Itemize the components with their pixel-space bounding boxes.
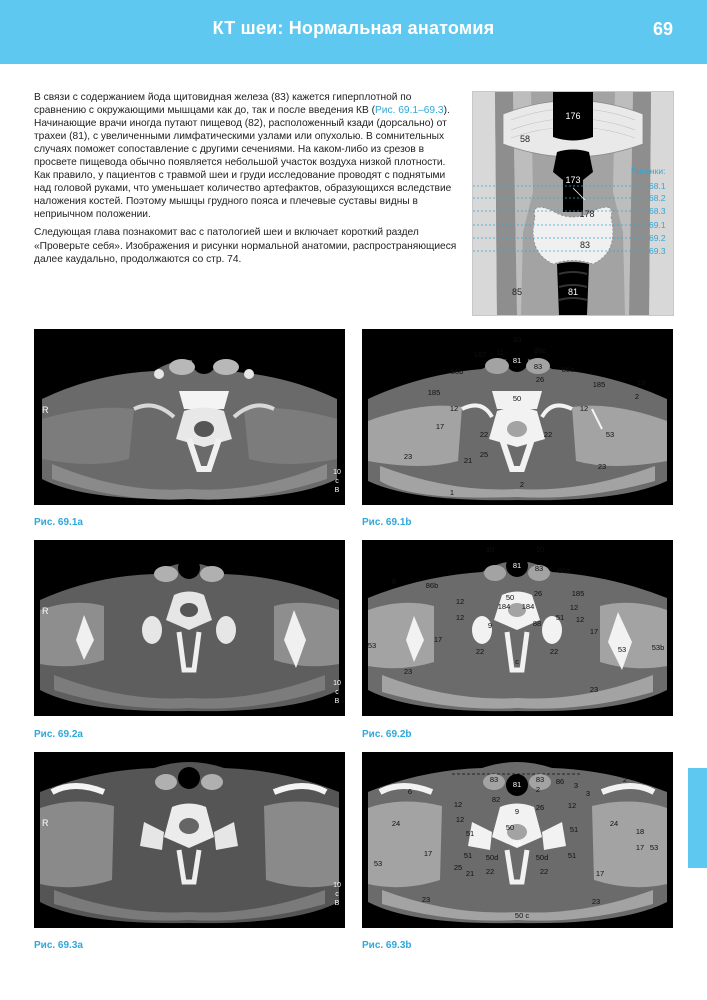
- side-marker: R: [42, 405, 49, 415]
- corner-text-1: 10: [333, 882, 341, 889]
- svg-text:51: 51: [555, 613, 565, 622]
- svg-text:53: 53: [373, 859, 383, 868]
- page-number: 69: [652, 19, 673, 39]
- svg-text:21: 21: [465, 869, 475, 878]
- svg-text:50d: 50d: [535, 853, 549, 862]
- svg-text:83: 83: [489, 775, 499, 784]
- svg-text:12: 12: [575, 615, 585, 624]
- svg-text:23: 23: [421, 895, 431, 904]
- diagram-label-85: 85: [511, 287, 523, 297]
- page-header: [0, 0, 707, 64]
- diagram-level-69-3: 69.3: [649, 246, 666, 256]
- diagram-legend-title: Рисунки:: [631, 166, 666, 176]
- diagram-label-178: 178: [579, 209, 595, 219]
- ct-scan-69-3a: [34, 752, 345, 928]
- svg-text:86c: 86c: [533, 346, 547, 355]
- svg-text:17: 17: [433, 635, 443, 644]
- svg-text:2: 2: [535, 785, 541, 794]
- svg-text:10: 10: [485, 545, 495, 554]
- svg-text:10: 10: [535, 545, 545, 554]
- svg-text:23: 23: [591, 897, 601, 906]
- svg-text:51: 51: [465, 829, 475, 838]
- diagram-label-176: 176: [565, 111, 581, 121]
- svg-text:22: 22: [539, 867, 549, 876]
- svg-text:2: 2: [519, 480, 525, 489]
- svg-text:53: 53: [367, 641, 377, 650]
- caption-69-1a: Рис. 69.1a: [34, 517, 83, 528]
- svg-text:185: 185: [571, 589, 585, 598]
- svg-text:12: 12: [455, 815, 465, 824]
- svg-text:86: 86: [555, 777, 565, 786]
- svg-text:50: 50: [505, 823, 515, 832]
- corner-text-3: B: [334, 900, 340, 907]
- svg-text:12: 12: [453, 800, 463, 809]
- svg-text:22: 22: [543, 430, 553, 439]
- svg-text:9: 9: [514, 807, 520, 816]
- svg-text:6: 6: [391, 577, 397, 586]
- diagram-label-83: 83: [579, 240, 591, 250]
- svg-text:86b: 86b: [425, 581, 439, 590]
- svg-text:24: 24: [609, 819, 619, 828]
- paragraph-1: В связи с содержанием йода щитовидная железа (83) кажется гиперплотной по сравнению с окружающими мышцами как до, так и после введения КВ (Рис. 69.1–69.3). Начинающие врачи иногда путают пищевод (82), расположенный кзади (дорсально) от трахеи (81), с увеличенными лимфатическими узлами или опухолью. В сомнительных случаях поможет сопоставление с другими сечениями. На каком-либо из срезов в просвете пищевода обычно появляется небольшой участок воздуха низкой плотности. Как правило, у пациентов с травмой шеи и груди исследование проводят с поднятыми над головой руками, что уменьшает количество артефактов, образующихся вследствие наложения костей. Поэтому мышцы грудного пояса и плечевые суставы видны в неприычном положении.: [34, 92, 452, 221]
- diagram-level-68-3: 68.3: [649, 206, 666, 216]
- svg-text:51: 51: [463, 851, 473, 860]
- svg-text:184: 184: [497, 602, 511, 611]
- svg-text:51: 51: [569, 825, 579, 834]
- svg-text:17: 17: [595, 869, 605, 878]
- svg-text:9: 9: [487, 621, 493, 630]
- svg-text:12: 12: [455, 597, 465, 606]
- svg-text:2: 2: [622, 775, 628, 784]
- svg-text:50: 50: [505, 593, 515, 602]
- atlas-69-2b: [362, 540, 673, 716]
- coronal-diagram-svg: [473, 92, 673, 315]
- body-text: [34, 91, 458, 271]
- caption-69-1b: Рис. 69.1b: [362, 517, 412, 528]
- svg-text:3: 3: [585, 789, 591, 798]
- svg-text:185: 185: [427, 388, 441, 397]
- caption-69-3b: Рис. 69.3b: [362, 940, 412, 951]
- svg-text:53b: 53b: [651, 643, 665, 652]
- coronal-level-diagram: [472, 91, 674, 316]
- caption-69-2b: Рис. 69.2b: [362, 729, 412, 740]
- diagram-label-173: 173: [565, 175, 581, 185]
- svg-text:24: 24: [391, 819, 401, 828]
- svg-text:11: 11: [496, 348, 504, 357]
- diagram-label-58: 58: [519, 134, 531, 144]
- svg-text:6: 6: [407, 787, 413, 796]
- svg-text:83: 83: [533, 362, 543, 371]
- svg-text:21: 21: [463, 456, 473, 465]
- svg-text:22: 22: [475, 647, 485, 656]
- svg-text:12: 12: [449, 404, 459, 413]
- svg-text:26: 26: [535, 375, 545, 384]
- svg-text:18: 18: [635, 827, 645, 836]
- svg-text:22: 22: [479, 430, 489, 439]
- svg-text:23: 23: [597, 462, 607, 471]
- page-title: КТ шеи: Нормальная анатомия: [212, 18, 495, 38]
- side-marker: R: [42, 606, 49, 616]
- svg-text:184: 184: [521, 602, 535, 611]
- paragraph-2: Следующая глава познакомит вас с патологией шеи и включает короткий раздел «Проверьте себя». Изображения и рисунки нормальной анатомии, распространяющиеся далее каудально, продолжаются со стр. 74.: [34, 227, 457, 265]
- svg-text:81: 81: [512, 780, 522, 789]
- svg-text:53: 53: [605, 430, 615, 439]
- ct-scan-69-2a: [34, 540, 345, 716]
- diagram-label-81: 81: [567, 287, 579, 297]
- corner-text-2: c: [335, 478, 339, 485]
- svg-text:c: c: [515, 657, 519, 666]
- svg-text:25: 25: [479, 450, 489, 459]
- svg-text:88: 88: [532, 619, 542, 628]
- atlas-69-1b: [362, 329, 673, 505]
- svg-text:167: 167: [473, 350, 487, 359]
- svg-text:53: 53: [617, 645, 627, 654]
- corner-text-2: c: [335, 891, 339, 898]
- svg-text:50: 50: [512, 394, 522, 403]
- figure-reference: Рис. 69.1–69.3: [375, 105, 444, 117]
- svg-text:3: 3: [573, 781, 579, 790]
- svg-text:12: 12: [567, 801, 577, 810]
- svg-text:26: 26: [535, 803, 545, 812]
- svg-text:54: 54: [512, 839, 522, 848]
- svg-text:17: 17: [423, 849, 433, 858]
- atlas-69-3b: [362, 752, 673, 928]
- chapter-side-tab: [688, 768, 707, 868]
- svg-text:12: 12: [455, 613, 465, 622]
- svg-text:12: 12: [569, 603, 579, 612]
- svg-text:17: 17: [435, 422, 445, 431]
- corner-text-1: 10: [333, 680, 341, 687]
- svg-text:17: 17: [635, 843, 645, 852]
- svg-text:185: 185: [592, 380, 606, 389]
- svg-text:13: 13: [636, 378, 646, 387]
- svg-text:10: 10: [512, 335, 522, 344]
- svg-text:83: 83: [535, 775, 545, 784]
- corner-text-2: c: [335, 689, 339, 696]
- diagram-level-69-2: 69.2: [649, 233, 666, 243]
- svg-text:86a: 86a: [561, 365, 575, 374]
- svg-text:23: 23: [403, 667, 413, 676]
- svg-text:86b: 86b: [450, 367, 464, 376]
- svg-text:82: 82: [491, 795, 501, 804]
- svg-text:81: 81: [512, 356, 522, 365]
- svg-text:22: 22: [549, 647, 559, 656]
- corner-text-3: B: [334, 487, 340, 494]
- diagram-level-69-1: 69.1: [649, 220, 666, 230]
- svg-text:23: 23: [589, 685, 599, 694]
- diagram-level-68-2: 68.2: [649, 193, 666, 203]
- svg-text:81: 81: [512, 561, 522, 570]
- svg-text:26: 26: [533, 589, 543, 598]
- side-marker: R: [42, 818, 49, 828]
- diagram-level-68-1: 68.1: [649, 181, 666, 191]
- svg-text:51: 51: [567, 851, 577, 860]
- svg-text:83: 83: [534, 564, 544, 573]
- svg-text:25: 25: [453, 863, 463, 872]
- svg-text:53: 53: [649, 843, 659, 852]
- svg-text:86a: 86a: [557, 566, 571, 575]
- svg-text:50 c: 50 c: [514, 911, 530, 920]
- svg-text:2: 2: [634, 392, 640, 401]
- corner-text-1: 10: [333, 469, 341, 476]
- svg-text:50d: 50d: [485, 853, 499, 862]
- svg-text:17: 17: [589, 627, 599, 636]
- svg-text:22: 22: [485, 867, 495, 876]
- svg-text:23: 23: [403, 452, 413, 461]
- ct-scan-69-1a: [34, 329, 345, 505]
- corner-text-3: B: [334, 698, 340, 705]
- svg-text:1: 1: [449, 488, 455, 497]
- caption-69-2a: Рис. 69.2a: [34, 729, 83, 740]
- svg-text:12: 12: [579, 404, 589, 413]
- caption-69-3a: Рис. 69.3a: [34, 940, 83, 951]
